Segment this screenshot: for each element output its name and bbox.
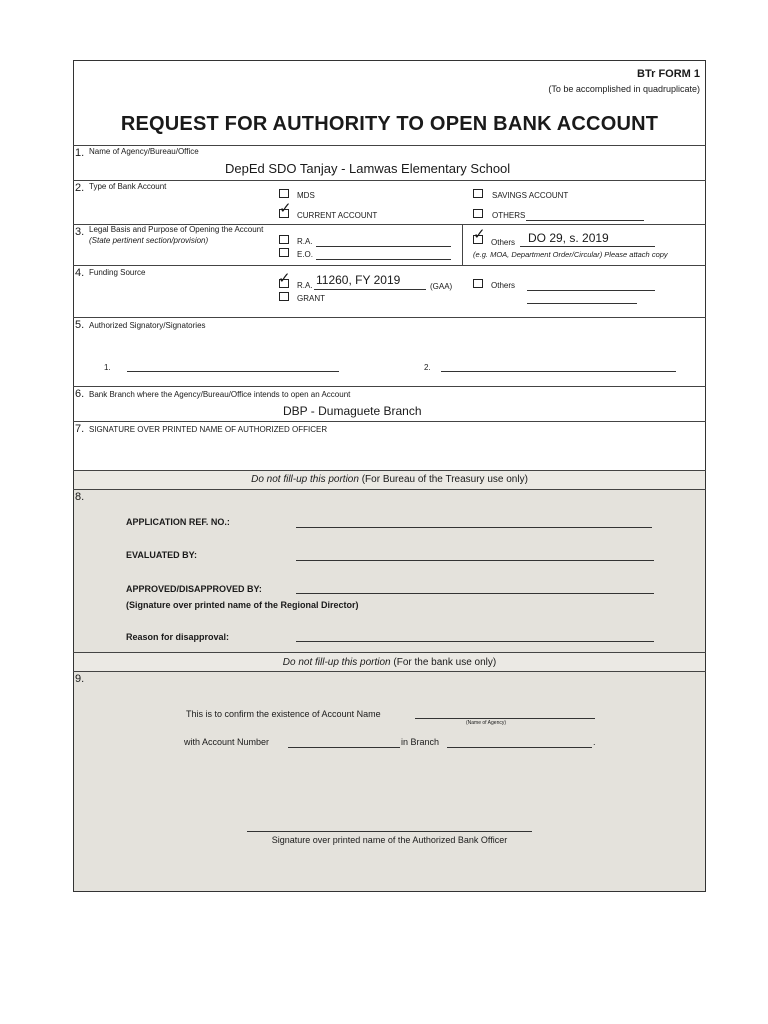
app-ref-label: APPLICATION REF. NO.: [126, 517, 230, 527]
option-legal-others-label: Others [491, 238, 516, 247]
signatory-2-line[interactable] [441, 371, 676, 372]
banner-rest: (For Bureau of the Treasury use only) [361, 474, 528, 485]
divider [73, 386, 706, 387]
section-label: SIGNATURE OVER PRINTED NAME OF AUTHORIZED OFFICER [89, 425, 328, 434]
divider [73, 145, 706, 146]
divider [73, 180, 706, 181]
treasury-section [74, 490, 705, 652]
funding-ra-line[interactable] [314, 289, 426, 290]
banner-italic: Do not fill-up this portion [251, 474, 359, 485]
checkbox-savings[interactable] [473, 189, 483, 198]
divider [462, 225, 463, 265]
section-number: 4. [75, 267, 85, 279]
divider [73, 317, 706, 318]
period: . [593, 737, 596, 747]
section-label: Name of Agency/Bureau/Office [89, 147, 199, 156]
legal-others-line[interactable] [520, 246, 655, 247]
app-ref-line[interactable] [296, 527, 652, 528]
account-number-line[interactable] [288, 747, 400, 748]
checkbox-grant[interactable] [279, 292, 289, 301]
eo-line[interactable] [316, 259, 451, 260]
legal-note: (e.g. MOA, Department Order/Circular) Please attach copy [473, 250, 668, 259]
signatory-1-number: 1. [104, 363, 111, 372]
form-note: (To be accomplished in quadruplicate) [548, 84, 700, 94]
checkbox-others[interactable] [473, 209, 483, 218]
evaluated-label: EVALUATED BY: [126, 550, 197, 560]
legal-others-value: DO 29, s. 2019 [528, 231, 609, 245]
funding-others-line-2[interactable] [527, 303, 637, 304]
section-number: 1. [75, 147, 85, 159]
branch-line[interactable] [447, 747, 592, 748]
checkbox-eo[interactable] [279, 248, 289, 257]
section-number: 9. [75, 673, 85, 685]
bank-officer-signature-label: Signature over printed name of the Authorized Bank Officer [271, 835, 508, 845]
section-number: 6. [75, 388, 85, 400]
option-mds-label: MDS [297, 191, 315, 200]
bank-officer-signature-line[interactable] [247, 831, 532, 832]
section-number: 3. [75, 226, 85, 238]
section-number: 2. [75, 182, 85, 194]
confirm-text: This is to confirm the existence of Account Name [186, 709, 381, 719]
option-funding-others-label: Others [491, 281, 516, 290]
option-ra-label: R.A. [297, 237, 313, 246]
page-title: REQUEST FOR AUTHORITY TO OPEN BANK ACCOUNT [120, 113, 659, 135]
branch-label: in Branch [401, 737, 440, 747]
section-label: Type of Bank Account [89, 182, 167, 191]
section-label: Authorized Signatory/Signatories [89, 321, 206, 330]
checkbox-mds[interactable] [279, 189, 289, 198]
gaa-label: (GAA) [430, 282, 453, 291]
form-code: BTr FORM 1 [637, 68, 700, 80]
section-number: 5. [75, 319, 85, 331]
signatory-2-number: 2. [424, 363, 431, 372]
approved-note: (Signature over printed name of the Regional Director) [126, 600, 359, 610]
divider [73, 265, 706, 266]
option-others-label: OTHERS [492, 211, 526, 220]
account-number-label: with Account Number [184, 737, 270, 747]
section-sublabel: (State pertinent section/provision) [89, 236, 209, 245]
treasury-banner-text [74, 474, 705, 485]
section-number: 8. [75, 491, 85, 503]
funding-ra-value: 11260, FY 2019 [316, 273, 401, 287]
bank-branch-value: DBP - Dumaguete Branch [283, 404, 422, 418]
option-grant-label: GRANT [297, 294, 325, 303]
checkmark-icon: ✓ [473, 225, 486, 243]
checkbox-funding-others[interactable] [473, 279, 483, 288]
others-line[interactable] [526, 220, 644, 221]
name-of-agency-note: (Name of Agency) [466, 720, 507, 726]
checkbox-ra[interactable] [279, 235, 289, 244]
divider [73, 421, 706, 422]
agency-name-value: DepEd SDO Tanjay - Lamwas Elementary School [225, 161, 511, 176]
approved-line[interactable] [296, 593, 654, 594]
funding-others-line[interactable] [527, 290, 655, 291]
section-label: Legal Basis and Purpose of Opening the Account [89, 225, 264, 234]
banner-rest: (For the bank use only) [393, 657, 497, 668]
bank-section [74, 672, 705, 891]
reason-label: Reason for disapproval: [126, 632, 230, 642]
approved-label: APPROVED/DISAPPROVED BY: [126, 584, 262, 594]
option-current-label: CURRENT ACCOUNT [297, 211, 378, 220]
account-name-line[interactable] [415, 718, 595, 719]
section-label: Funding Source [89, 268, 146, 277]
evaluated-line[interactable] [296, 560, 654, 561]
signatory-1-line[interactable] [127, 371, 339, 372]
reason-line[interactable] [296, 641, 654, 642]
option-funding-ra-label: R.A. [297, 281, 313, 290]
checkmark-icon: ✓ [278, 269, 291, 287]
section-number: 7. [75, 423, 85, 435]
bank-banner-text [74, 657, 705, 668]
option-savings-label: SAVINGS ACCOUNT [492, 191, 569, 200]
checkmark-icon: ✓ [279, 199, 292, 217]
section-label: Bank Branch where the Agency/Bureau/Office intends to open an Account [89, 390, 351, 399]
option-eo-label: E.O. [297, 250, 314, 259]
ra-line[interactable] [316, 246, 451, 247]
banner-italic: Do not fill-up this portion [282, 657, 391, 668]
